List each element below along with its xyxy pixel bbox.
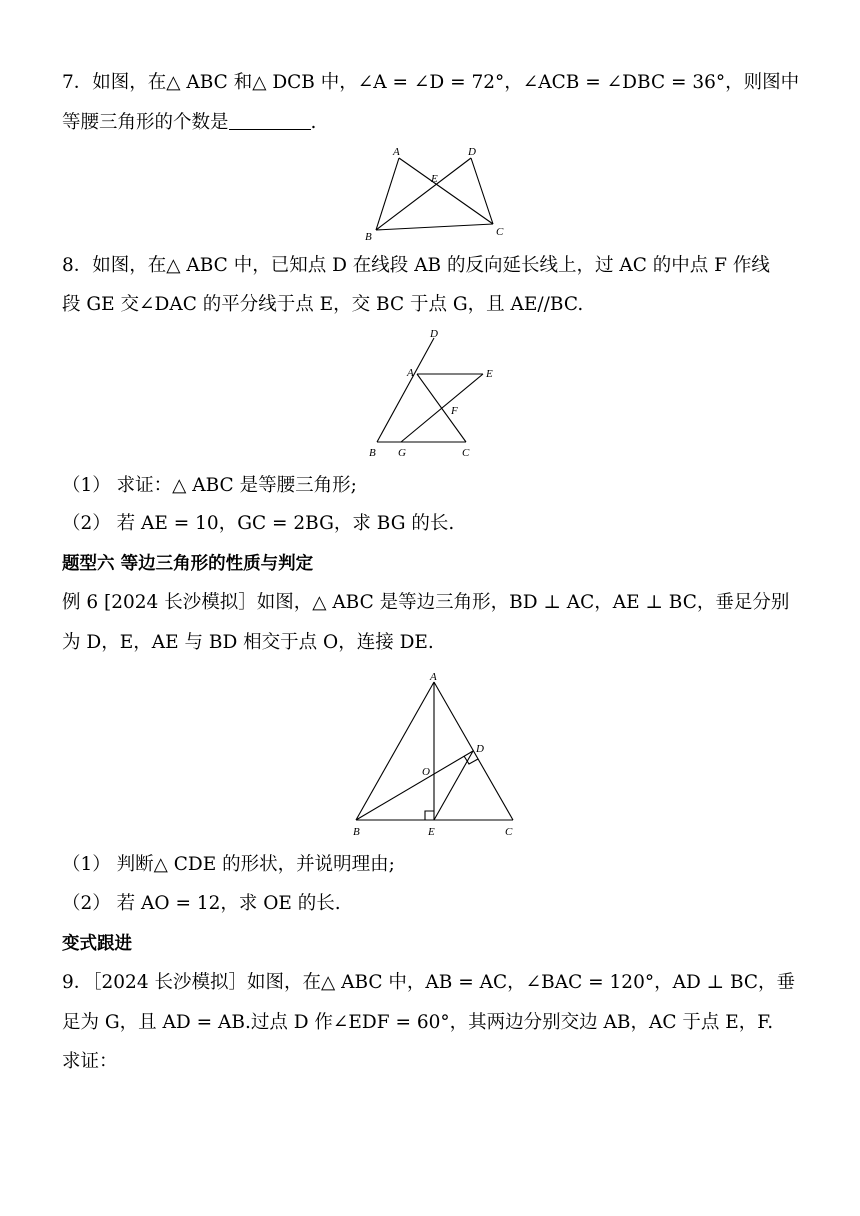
q7-line2 <box>62 110 804 136</box>
figure-q8 <box>365 330 515 460</box>
fig6-label-b: B <box>353 826 360 838</box>
figure-ex6 <box>348 668 523 843</box>
fig7-label-b: B <box>365 231 372 243</box>
fig6-right-angle-e <box>425 811 434 820</box>
fig8-label-c: C <box>462 447 470 459</box>
fig7-segment-ac <box>399 158 493 224</box>
fig7-segment-bc <box>376 224 493 230</box>
fig6-segment-ab <box>356 682 434 820</box>
fig7-segment-dc <box>471 158 493 224</box>
answer-blank <box>229 113 311 130</box>
fig6-label-e: E <box>428 826 435 838</box>
fig7-label-d: D <box>468 146 476 158</box>
q8-line2: 段 GE 交∠DAC 的平分线于点 E，交 BC 于点 G，且 AE//BC. <box>62 294 584 315</box>
fig8-segment-ge <box>401 374 483 442</box>
fig6-label-o: O <box>422 766 430 778</box>
fig8-segment-bd <box>377 338 434 442</box>
fig6-label-c: C <box>505 826 513 838</box>
figure-q7 <box>360 142 520 242</box>
fig6-label-d: D <box>476 743 484 755</box>
q8-sub1: （1） 求证：△ ABC 是等腰三角形; <box>62 475 357 496</box>
fig6-segment-bd <box>356 751 473 820</box>
section-title: 题型六 等边三角形的性质与判定 <box>62 554 314 574</box>
fig7-label-e: E <box>431 173 438 185</box>
q9-line3: 求证： <box>62 1051 118 1072</box>
fig7-segment-ab <box>376 158 399 230</box>
q7-line2-end: . <box>310 112 317 133</box>
fig7-segment-db <box>376 158 471 230</box>
q9-line1: 9．［2024 长沙模拟］如图，在△ ABC 中，AB = AC，∠BAC = 120°，AD ⊥ BC，垂 <box>62 972 796 993</box>
fig8-label-e: E <box>486 368 493 380</box>
q9-line2: 足为 G，且 AD = AB.过点 D 作∠EDF = 60°，其两边分别交边 AB，AC 于点 E，F. <box>62 1012 774 1033</box>
fig8-label-d: D <box>430 328 438 340</box>
ex6-line1: 例 6 [2024 长沙模拟］如图，△ ABC 是等边三角形，BD ⊥ AC，AE ⊥ BC，垂足分别 <box>62 592 790 613</box>
fig8-label-b: B <box>369 447 376 459</box>
variant-title: 变式跟进 <box>62 934 132 954</box>
fig8-label-g: G <box>398 447 406 459</box>
q8-sub2: （2） 若 AE = 10，GC = 2BG，求 BG 的长. <box>62 513 455 534</box>
fig8-label-f: F <box>451 405 458 417</box>
fig7-label-a: A <box>393 146 400 158</box>
ex6-line2: 为 D，E，AE 与 BD 相交于点 O，连接 DE. <box>62 632 434 653</box>
ex6-sub2: （2） 若 AO = 12，求 OE 的长. <box>62 893 341 914</box>
fig6-label-a: A <box>430 671 437 683</box>
q8-line1: 8．如图，在△ ABC 中，已知点 D 在线段 AB 的反向延长线上，过 AC 的中点 F 作线 <box>62 255 770 276</box>
fig7-label-c: C <box>496 226 504 238</box>
q7-line1: 7．如图，在△ ABC 和△ DCB 中，∠A = ∠D = 72°，∠ACB = ∠DBC = 36°，则图中 <box>62 72 800 93</box>
fig8-label-a: A <box>407 367 414 379</box>
q7-line2-text: 等腰三角形的个数是 <box>62 112 229 133</box>
ex6-sub1: （1） 判断△ CDE 的形状，并说明理由; <box>62 854 395 875</box>
